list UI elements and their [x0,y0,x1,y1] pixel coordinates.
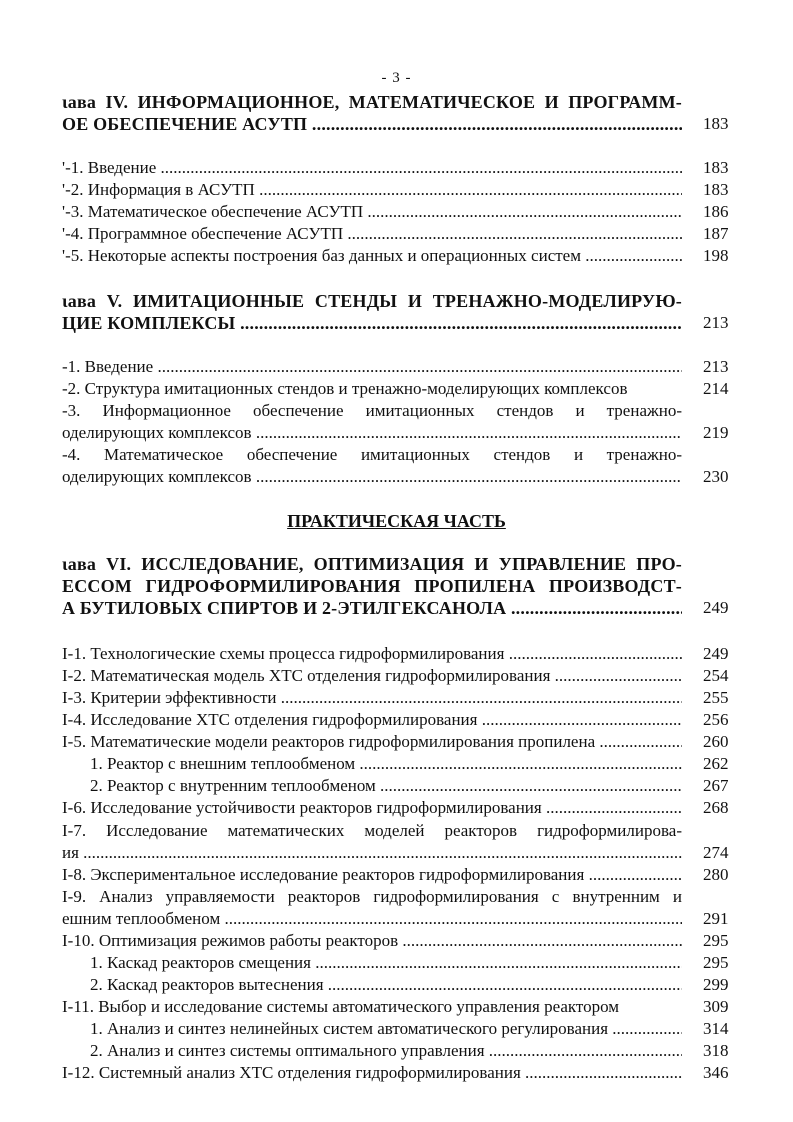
toc-entry[interactable]: '-3. Математическое обеспечение АСУТП ..... [62,201,682,223]
toc-entry-page: 187 [703,224,729,243]
chapter-6-title-line3: А БУТИЛОВЫХ СПИРТОВ И 2-ЭТИЛГЕКСАНОЛА ..... [62,597,682,619]
toc-entry-page: 255 [703,688,729,707]
toc-entry[interactable]: I-6. Исследование устойчивости реакторов гидроформилирования ..... [62,797,682,819]
toc-entry-page: 318 [703,1041,729,1060]
toc-entry-continued[interactable]: оделирующих комплексов ..... [62,422,682,444]
toc-entry-page: 183 [703,180,729,199]
toc-entry-page: 346 [703,1063,729,1082]
chapter-4-page: 183 [703,114,729,133]
toc-entry-page: 280 [703,865,729,884]
toc-entry[interactable]: '-1. Введение ..... [62,157,682,179]
toc-entry-page: 268 [703,798,729,817]
toc-entry[interactable]: I-9. Анализ управляемости реакторов гидроформилирования с внутренним и [62,887,682,906]
toc-entry-page: 249 [703,644,729,663]
toc-subentry[interactable]: 2. Анализ и синтез системы оптимального управления ..... [90,1040,682,1062]
toc-entry[interactable]: I-1. Технологические схемы процесса гидроформилирования ..... [62,643,682,665]
chapter-6-title-line2: ЕССОМ ГИДРОФОРМИЛИРОВАНИЯ ПРОПИЛЕНА ПРОИЗВОДСТ- [62,576,682,596]
toc-subentry[interactable]: 2. Реактор с внутренним теплообменом ..... [90,775,682,797]
toc-entry[interactable]: I-4. Исследование ХТС отделения гидроформилирования ..... [62,709,682,731]
chapter-6-page: 249 [703,598,729,617]
chapter-4-title-line1: ιава IV. ИНФОРМАЦИОННОЕ, МАТЕМАТИЧЕСКОЕ И ПРОГРАММ- [62,92,682,112]
toc-entry[interactable]: I-2. Математическая модель ХТС отделения гидроформилирования ..... [62,665,682,687]
toc-entry-page: 295 [703,953,729,972]
toc-entry-page: 213 [703,357,729,376]
toc-entry-page: 256 [703,710,729,729]
toc-entry[interactable]: -2. Структура имитационных стендов и тренажно-моделирующих комплексов [62,379,628,398]
toc-entry-page: 219 [703,423,729,442]
toc-entry[interactable]: I-8. Экспериментальное исследование реакторов гидроформилирования ..... [62,864,682,886]
toc-entry[interactable]: '-2. Информация в АСУТП ..... [62,179,682,201]
toc-entry[interactable]: I-7. Исследование математических моделей реакторов гидроформилирова- [62,821,682,840]
toc-entry[interactable]: '-5. Некоторые аспекты построения баз данных и операционных систем ..... [62,245,682,267]
toc-entry-continued[interactable]: ешним теплообменом ..... [62,908,682,930]
toc-subentry[interactable]: 1. Реактор с внешним теплообменом ..... [90,753,682,775]
toc-entry[interactable]: I-5. Математические модели реакторов гидроформилирования пропилена ..... [62,731,682,753]
chapter-5-title-line2: ЦИЕ КОМПЛЕКСЫ ..... [62,312,682,334]
toc-entry-page: 214 [703,379,729,398]
toc-entry-page: 186 [703,202,729,221]
chapter-6-title-line1: ιава VI. ИССЛЕДОВАНИЕ, ОПТИМИЗАЦИЯ И УПРАВЛЕНИЕ ПРО- [62,554,682,574]
toc-entry[interactable]: -3. Информационное обеспечение имитационных стендов и тренажно- [62,401,682,420]
toc-entry-continued[interactable]: оделирующих комплексов ..... [62,466,682,488]
toc-entry-page: 291 [703,909,729,928]
chapter-5-page: 213 [703,313,729,332]
page-number: - 3 - [381,70,412,86]
toc-entry-continued[interactable]: ия ..... [62,842,682,864]
toc-entry[interactable]: -1. Введение ..... [62,356,682,378]
toc-entry[interactable]: I-12. Системный анализ ХТС отделения гидроформилирования ..... [62,1062,682,1084]
toc-subentry[interactable]: 2. Каскад реакторов вытеснения ..... [90,974,682,996]
toc-entry-page: 314 [703,1019,729,1038]
toc-subentry[interactable]: 1. Анализ и синтез нелинейных систем автоматического регулирования ..... [90,1018,682,1040]
toc-entry-page: 254 [703,666,729,685]
practical-part-heading: ПРАКТИЧЕСКАЯ ЧАСТЬ [287,511,506,531]
toc-entry[interactable]: I-3. Критерии эффективности ..... [62,687,682,709]
toc-entry[interactable]: I-10. Оптимизация режимов работы реакторов ..... [62,930,682,952]
chapter-4-title-line2: ОЕ ОБЕСПЕЧЕНИЕ АСУТП ..... [62,113,682,135]
toc-entry-page: 260 [703,732,729,751]
toc-entry-page: 309 [703,997,729,1016]
toc-entry-page: 230 [703,467,729,486]
toc-entry-page: 262 [703,754,729,773]
chapter-5-title-line1: ιава V. ИМИТАЦИОННЫЕ СТЕНДЫ И ТРЕНАЖНО-МОДЕЛИРУЮ- [62,291,682,311]
toc-entry[interactable]: '-4. Программное обеспечение АСУТП ..... [62,223,682,245]
toc-entry-page: 198 [703,246,729,265]
toc-entry-page: 267 [703,776,729,795]
toc-entry[interactable]: -4. Математическое обеспечение имитационных стендов и тренажно- [62,445,682,464]
toc-subentry[interactable]: 1. Каскад реакторов смещения ..... [90,952,682,974]
toc-entry-page: 183 [703,158,729,177]
toc-entry-page: 299 [703,975,729,994]
toc-entry-page: 295 [703,931,729,950]
toc-entry[interactable]: I-11. Выбор и исследование системы автоматического управления реактором [62,997,620,1016]
toc-entry-page: 274 [703,843,729,862]
